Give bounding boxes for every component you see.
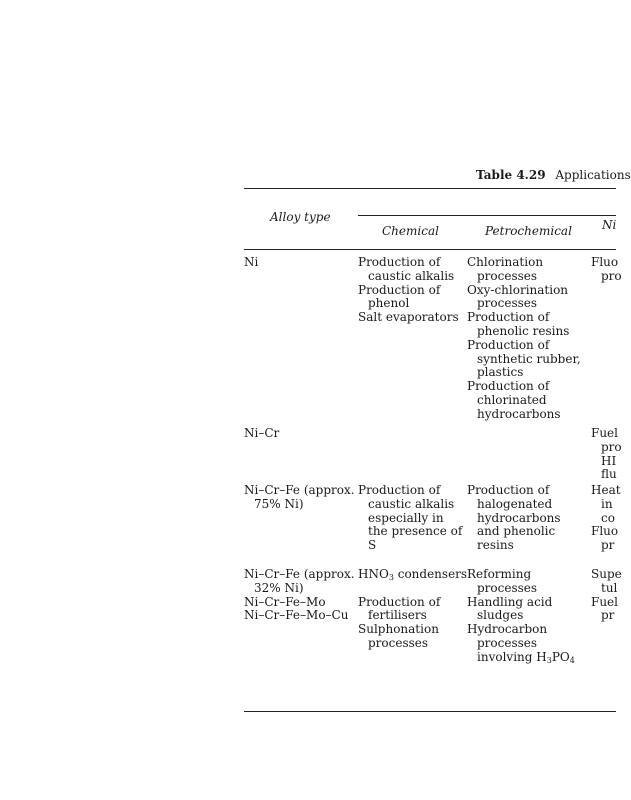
header-partial-next: Ni bbox=[602, 218, 617, 232]
row-4-alloy: Ni–Cr–Fe (approx. 32% Ni) Ni–Cr–Fe–Mo Ni–Cr–Fe–Mo–Cu bbox=[244, 567, 355, 623]
row-4-petrochemical: Reforming processes Handling acid sludges Hydrocarbon processes involving $H_3PO_4$ bbox=[467, 567, 575, 665]
top-rule bbox=[244, 188, 616, 189]
row-3-chemical: Production of caustic alkalis especially in the presence of S bbox=[358, 483, 463, 553]
row-1-chemical: Production of caustic alkalis Production of phenol Salt evaporators bbox=[358, 255, 459, 325]
row-2-next: Fuel pro HI flu bbox=[591, 426, 622, 482]
row-2-alloy: Ni–Cr bbox=[244, 426, 280, 440]
row-1-next: Fluo pro bbox=[591, 255, 622, 283]
bottom-rule bbox=[244, 711, 616, 712]
row-3-petrochemical: Production of halogenated hydrocarbons and phenolic resins bbox=[467, 483, 561, 553]
table-title: Applications bbox=[555, 168, 631, 182]
row-3-alloy: Ni–Cr–Fe (approx. 75% Ni) bbox=[244, 483, 355, 511]
table-caption bbox=[476, 168, 631, 182]
spanner-rule bbox=[358, 215, 616, 216]
header-petrochemical: Petrochemical bbox=[485, 224, 572, 238]
row-1-petrochemical: Chlorination processes Oxy-chlorination processes Production of phenolic resins Production of synthetic rubber, plastics Production of chlorinated hydrocarbons bbox=[467, 255, 581, 421]
row-4-next: Supe tul Fuel pr bbox=[591, 567, 622, 623]
row-3-next: Heat in co Fluo pr bbox=[591, 483, 621, 553]
h3po4-text: involving $H_3PO_4$ bbox=[477, 649, 575, 665]
row-1-alloy: Ni bbox=[244, 255, 259, 269]
row-4-chemical: $HNO_3$ condensers Production of fertilisers Sulphonation processes bbox=[358, 567, 468, 650]
header-chemical: Chemical bbox=[382, 224, 439, 238]
hno3-condensers-text: $HNO_3$ condensers bbox=[358, 567, 468, 582]
header-rule bbox=[244, 249, 616, 250]
header-alloy-type: Alloy type bbox=[270, 210, 331, 224]
table-label: Table 4.29 bbox=[476, 168, 546, 182]
